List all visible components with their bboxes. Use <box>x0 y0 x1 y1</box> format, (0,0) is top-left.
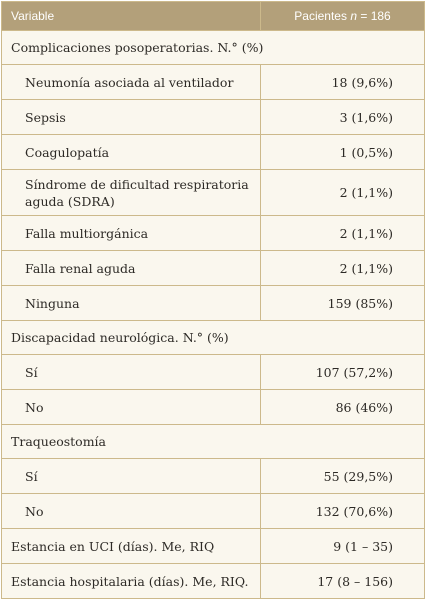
header-patients-prefix: Pacientes <box>294 8 351 23</box>
section-row-tracheostomy <box>2 425 425 459</box>
row-value: 107 (57,2%) <box>261 355 425 390</box>
row-label: Sepsis <box>2 100 261 135</box>
row-value: 9 (1 – 35) <box>261 529 425 564</box>
header-variable: Variable <box>2 2 261 31</box>
header-patients-n: n <box>350 8 358 23</box>
section-title: Complicaciones posoperatorias. N.° (%) <box>2 31 425 65</box>
row-value: 159 (85%) <box>261 286 425 321</box>
row-value: 2 (1,1%) <box>261 216 425 251</box>
table-row <box>2 355 425 390</box>
row-label: No <box>2 390 261 425</box>
row-label: Sí <box>2 459 261 494</box>
table-row-icu-stay <box>2 529 425 564</box>
section-row-neuro <box>2 321 425 355</box>
row-value: 2 (1,1%) <box>261 251 425 286</box>
table-row <box>2 459 425 494</box>
section-title: Traqueostomía <box>2 425 425 459</box>
row-value: 132 (70,6%) <box>261 494 425 529</box>
section-title: Discapacidad neurológica. N.° (%) <box>2 321 425 355</box>
table-row <box>2 65 425 100</box>
row-label: Estancia en UCI (días). Me, RIQ <box>2 529 261 564</box>
row-label: No <box>2 494 261 529</box>
table-row <box>2 100 425 135</box>
results-table <box>1 1 425 599</box>
table-row <box>2 494 425 529</box>
row-value: 17 (8 – 156) <box>261 564 425 599</box>
table-header-row <box>2 2 425 31</box>
row-label: Falla renal aguda <box>2 251 261 286</box>
row-label: Síndrome de dificultad respiratoria aguda (SDRA) <box>2 170 261 216</box>
table-row <box>2 251 425 286</box>
row-value: 86 (46%) <box>261 390 425 425</box>
table-row <box>2 135 425 170</box>
row-label: Falla multiorgánica <box>2 216 261 251</box>
row-label: Ninguna <box>2 286 261 321</box>
table-row-hospital-stay <box>2 564 425 599</box>
row-value: 1 (0,5%) <box>261 135 425 170</box>
section-row-complications <box>2 31 425 65</box>
row-value: 55 (29,5%) <box>261 459 425 494</box>
table-row <box>2 170 425 216</box>
table-row <box>2 286 425 321</box>
row-label: Neumonía asociada al ventilador <box>2 65 261 100</box>
header-patients-suffix: = 186 <box>357 8 391 23</box>
row-label: Estancia hospitalaria (días). Me, RIQ. <box>2 564 261 599</box>
table-row <box>2 216 425 251</box>
header-patients <box>261 2 425 31</box>
row-value: 18 (9,6%) <box>261 65 425 100</box>
row-value: 3 (1,6%) <box>261 100 425 135</box>
row-label: Sí <box>2 355 261 390</box>
table-row <box>2 390 425 425</box>
row-value: 2 (1,1%) <box>261 170 425 216</box>
row-label: Coagulopatía <box>2 135 261 170</box>
